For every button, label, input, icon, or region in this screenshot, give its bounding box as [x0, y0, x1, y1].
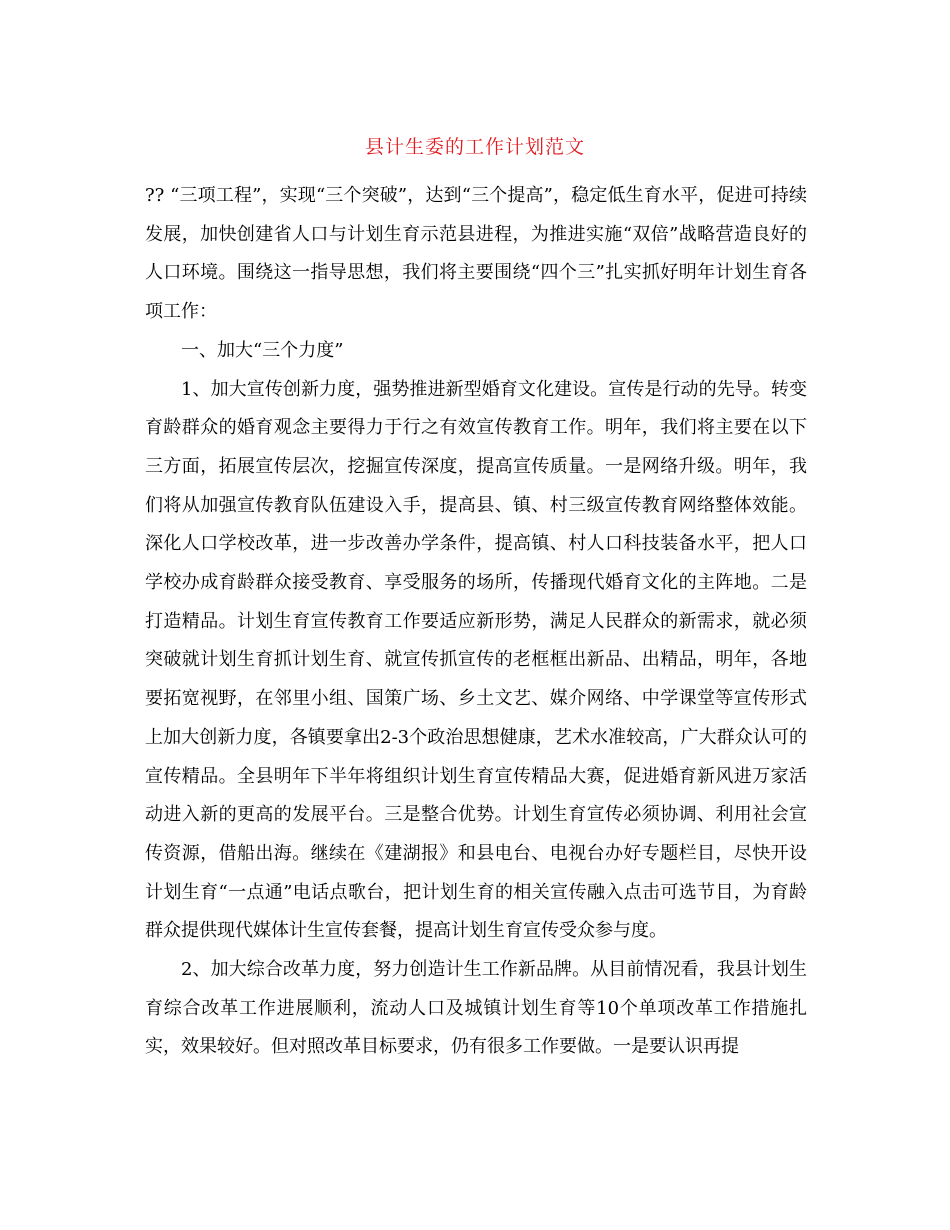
paragraph-intro: ?? “三项工程”，实现“三个突破”，达到“三个提高”，稳定低生育水平，促进可持续发展，加快创建省人口与计划生育示范县进程，为推进实施“双倍”战略营造良好的人口环境。围绕这一指导思想，我们将主要围绕“四个三”扎实抓好明年计划生育各项工作： [145, 185, 807, 323]
document-body [145, 177, 807, 1067]
paragraph-item-1: 1、加大宣传创新力度，强势推进新型婚育文化建设。宣传是行动的先导。转变育龄群众的婚育观念主要得力于行之有效宣传教育工作。明年，我们将主要在以下三方面，拓展宣传层次，挖掘宣传深度，提高宣传质量。一是网络升级。明年，我们将从加强宣传教育队伍建设入手，提高县、镇、村三级宣传教育网络整体效能。深化人口学校改革，进一步改善办学条件，提高镇、村人口科技装备水平，把人口学校办成育龄群众接受教育、享受服务的场所，传播现代婚育文化的主阵地。二是打造精品。计划生育宣传教育工作要适应新形势，满足人民群众的新需求，就必须突破就计划生育抓计划生育、就宣传抓宣传的老框框出新品、出精品，明年，各地要拓宽视野，在邻里小组、国策广场、乡土文艺、媒介网络、中学课堂等宣传形式上加大创新力度，各镇要拿出2-3个政治思想健康，艺术水准较高，广大群众认可的宣传精品。全县明年下半年将组织计划生育宣传精品大赛，促进婚育新风进万家活动进入新的更高的发展平台。三是整合优势。计划生育宣传必须协调、利用社会宣传资源，借船出海。继续在《建湖报》和县电台、电视台办好专题栏目，尽快开设计划生育“一点通”电话点歌台，把计划生育的相关宣传融入点击可选节目，为育龄群众提供现代媒体计生宣传套餐，提高计划生育宣传受众参与度。 [145, 378, 807, 942]
paragraph-item-2: 2、加大综合改革力度，努力创造计生工作新品牌。从目前情况看，我县计划生育综合改革工作进展顺利，流动人口及城镇计划生育等10个单项改革工作措施扎实，效果较好。但对照改革目标要求，仍有很多工作要做。一是要认识再提 [145, 959, 807, 1058]
document-title: 县计生委的工作计划范文 [364, 136, 585, 158]
section-heading: 一、加大“三个力度” [181, 339, 344, 361]
